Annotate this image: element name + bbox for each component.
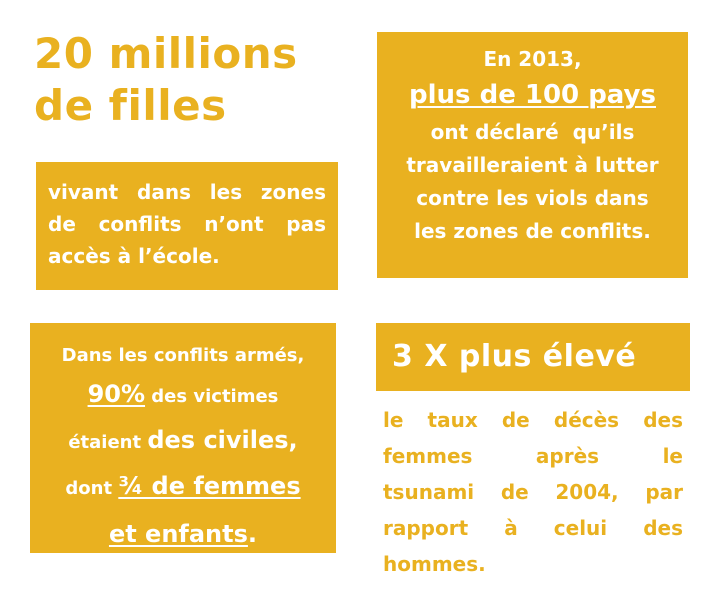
panel2-line-1: En 2013,	[483, 47, 582, 71]
panel1-body-line-2: de conflits n’ont pas	[48, 212, 326, 236]
panel3-line-4-b: ¾ de femmes	[118, 472, 301, 500]
panel2-line-6: les zones de conflits.	[414, 219, 651, 243]
panel2-highlight: plus de 100 pays	[409, 80, 656, 110]
panel-3x-higher-banner: 3 X plus élevé	[376, 323, 690, 391]
panel2-line-3: ont déclaré qu’ils	[430, 120, 635, 144]
panel3-line-3-a: étaient	[68, 432, 148, 453]
panel3-line-2-rest: des victimes	[145, 386, 279, 407]
panel3-line-4-a: dont	[65, 478, 119, 499]
headline-20-millions	[34, 28, 344, 132]
panel4-body-line-3: tsunami de 2004, par	[383, 480, 683, 504]
panel2-line-4: travailleraient à lutter	[406, 153, 659, 177]
headline-line-2: de filles	[34, 81, 227, 130]
panel1-body-line-1: vivant dans les zones	[48, 180, 326, 204]
panel-girls-school-box	[36, 162, 338, 290]
panel1-body-line-3: accès à l’école.	[48, 244, 220, 268]
panel4-body-line-5: hommes.	[383, 552, 486, 576]
panel-100-countries-box	[377, 32, 688, 278]
panel3-line-3-b: des civiles,	[147, 426, 298, 454]
panel3-line-5-a: et enfants	[108, 520, 248, 548]
panel3-percentage: 90%	[87, 380, 146, 408]
panel4-body-line-2: femmes après le	[383, 444, 683, 468]
panel-tsunami-text	[383, 402, 683, 582]
panel2-line-5: contre les viols dans	[416, 186, 649, 210]
panel4-body-line-4: rapport à celui des	[383, 516, 683, 540]
headline-line-1: 20 millions	[34, 29, 298, 78]
panel-civilian-victims-box	[30, 323, 336, 553]
panel3-line-5-b: .	[247, 520, 258, 548]
panel3-line-1: Dans les conflits armés,	[61, 345, 305, 366]
panel4-body-line-1: le taux de décès des	[383, 408, 683, 432]
